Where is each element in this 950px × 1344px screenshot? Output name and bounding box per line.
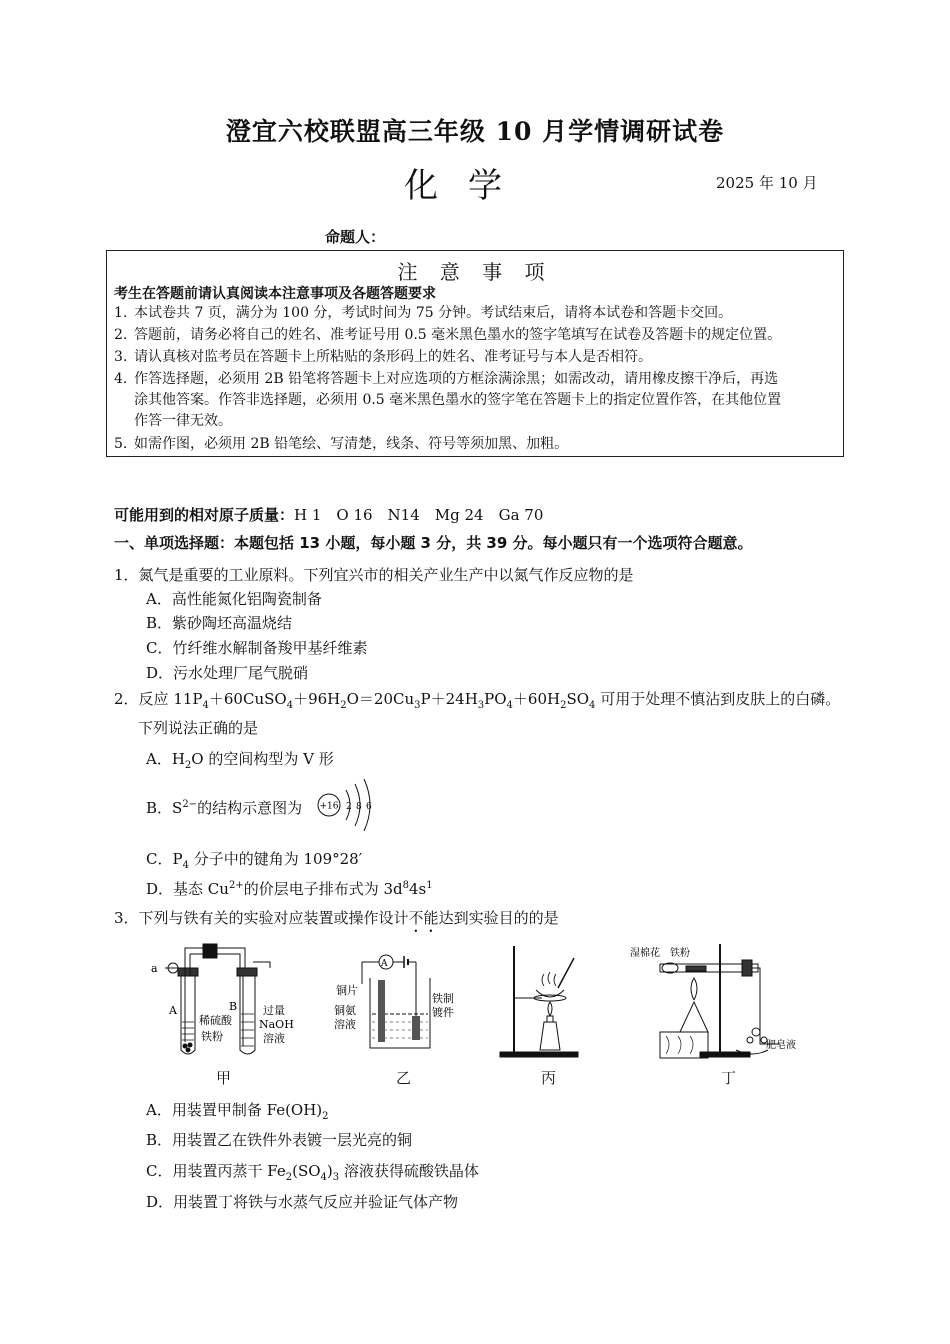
notice-item: 4. 作答选择题，必须用 2B 铅笔将答题卡上对应选项的方框涂满涂黑；如需改动，请用橡皮擦干净后，再选 涂其他答案。作答非选择题，必须用 0.5 毫米黑色墨水的签字笔在答题卡上的指定位置作答，在其他位置 作答一律无效。 [114, 371, 782, 429]
question-3-option-a: A．用装置甲制备 $Fe(OH)_2$ [146, 1101, 329, 1122]
label-copper-plate: 铜片 [336, 984, 358, 997]
label-tube-a: A [169, 1004, 177, 1017]
notice-title: 注 意 事 项 [397, 260, 553, 284]
label-solution: 溶液 [263, 1032, 285, 1045]
label-plating-piece: 镀件 [432, 1006, 454, 1019]
exam-title: 澄宜六校联盟高三年级 10 月学情调研试卷 [225, 117, 725, 146]
question-2-option-d: D．基态 $Cu^{2+}$的价层电子排布式为 $3d^84s^1$ [146, 880, 433, 898]
question-3-option-b: B．用装置乙在铁件外表镀一层光亮的铜 [146, 1131, 413, 1149]
author-label: 命题人： [325, 228, 386, 246]
iron-powder [686, 966, 706, 971]
notice-item: 2. 答题前，请务必将自己的姓名、准考证号用 0.5 毫米黑色墨水的签字笔填写在试卷及答题卡的规定位置。 [114, 327, 782, 343]
apparatus-jia [145, 942, 305, 1060]
question-3-option-d: D．用装置丁将铁与水蒸气反应并验证气体产物 [146, 1193, 459, 1211]
emphasis-text: 不能 [408, 909, 439, 927]
iron-workpiece [412, 1016, 420, 1040]
notice-item: 1. 本试卷共 7 页，满分为 100 分，考试时间为 75 分钟。考试结束后，请将本试卷和答题卡交回。 [114, 305, 733, 321]
apparatus-bing [498, 940, 588, 1060]
label-dilute-acid: 稀硫酸 [199, 1014, 232, 1027]
figure-label-bing: 丙 [541, 1069, 557, 1087]
label-soap-solution: 肥皂液 [766, 1040, 796, 1051]
subject-title: 化学 [404, 166, 532, 206]
label-naoh: NaOH [259, 1018, 294, 1031]
shell-count-1: 2 [346, 802, 352, 812]
question-2-stem-line2: 下列说法正确的是 [138, 719, 259, 737]
flame [691, 978, 697, 1000]
copper-plate [378, 980, 385, 1042]
section-heading: 一、单项选择题：本题包括 13 小题，每小题 3 分，共 39 分。每小题只有一个选项符合题意。 [114, 534, 753, 552]
stand-base [500, 1052, 578, 1057]
test-tube-a [181, 972, 195, 1054]
test-tube-b [240, 972, 255, 1054]
question-3-stem: 3．下列与铁有关的实验对应装置或操作设计不能达到实验目的的是 [114, 909, 559, 927]
atomic-masses: 可能用到的相对原子质量：H 1 O 16 N14 Mg 24 Ga 70 [114, 506, 544, 524]
notice-item: 5. 如需作图，必须用 2B 铅笔绘、写清楚，线条、符号等须加黑、加粗。 [114, 436, 569, 452]
ammeter-label: A [381, 959, 388, 969]
figure-label-ding: 丁 [721, 1069, 737, 1087]
alcohol-lamp [540, 1022, 560, 1050]
nucleus-label: +16 [319, 801, 339, 812]
figure-label-jia: 甲 [216, 1069, 232, 1087]
question-1-option-d: D．污水处理厂尾气脱硝 [146, 664, 309, 682]
shell-count-3: 6 [366, 802, 372, 812]
exam-date: 2025 年 10 月 [716, 174, 818, 192]
steam [542, 972, 556, 986]
flame [548, 1002, 552, 1016]
label-tube-b: B [229, 1000, 238, 1013]
tube-stopper [742, 960, 752, 976]
question-1-stem: 1．氮气是重要的工业原料。下列宜兴市的相关产业生产中以氮气作反应物的是 [114, 566, 634, 584]
label-solution: 溶液 [334, 1018, 356, 1031]
question-3-option-c: C．用装置丙蒸干 $Fe_2(SO_4)_3$ 溶液获得硫酸铁晶体 [146, 1162, 479, 1183]
label-iron-powder: 铁粉 [670, 948, 690, 959]
label-a-lower: a [151, 962, 158, 975]
alcohol-lamp [680, 1002, 708, 1032]
stopper-a [178, 968, 198, 976]
question-1-option-c: C．竹纤维水解制备羧甲基纤维素 [146, 639, 368, 657]
apparatus-ding [630, 940, 810, 1064]
shell-count-2: 8 [356, 802, 362, 812]
question-2-option-c: C．$P_4$ 分子中的键角为 109°28′ [146, 850, 363, 871]
apparatus-yi [328, 950, 468, 1054]
clamp [203, 944, 217, 958]
label-iron-made: 铁制 [432, 992, 454, 1005]
delivery-tube [752, 968, 780, 1044]
label-copper-ammonia: 铜氨 [334, 1004, 356, 1017]
figure-label-yi: 乙 [396, 1069, 412, 1087]
stopper-b [237, 968, 257, 976]
question-1-option-b: B．紫砂陶坯高温烧结 [146, 614, 293, 632]
label-excess: 过量 [263, 1004, 285, 1017]
bubble [752, 1028, 760, 1036]
question-2-stem: 2．反应 $11P_4+60CuSO_4+96H_2O=20Cu_3P+24H_3PO_4+60H_2SO_4$ 可用于处理不慎沾到皮肤上的白磷。 [114, 690, 841, 711]
question-2-option-b: B．$S^{2-}$的结构示意图为 [146, 799, 303, 817]
label-iron-powder: 铁粉 [201, 1030, 223, 1043]
glass-rod [558, 958, 574, 988]
notice-item: 3. 请认真核对监考员在答题卡上所粘贴的条形码上的姓名、准考证号与本人是否相符。 [114, 349, 652, 365]
notice-subtitle: 考生在答题前请认真阅读本注意事项及各题答题要求 [114, 286, 436, 302]
label-wet-cotton: 湿棉花 [630, 948, 660, 959]
sulfide-ion-structure-diagram [316, 776, 380, 834]
question-2-option-a: A．$H_2O$ 的空间构型为 V 形 [146, 750, 334, 771]
question-1-option-a: A．高性能氮化铝陶瓷制备 [146, 590, 322, 608]
